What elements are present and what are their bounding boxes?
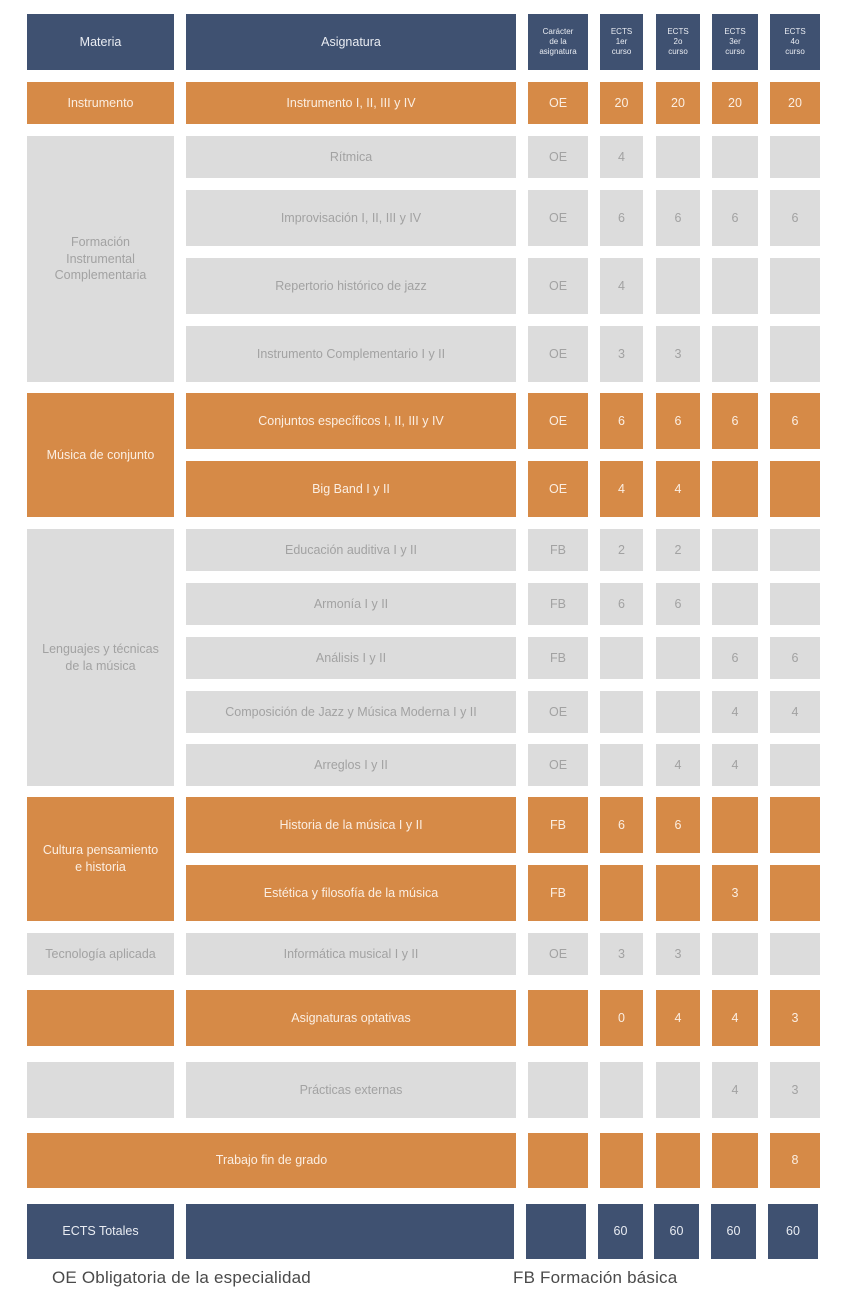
- ects-cell: 0: [600, 990, 643, 1046]
- ects-total-1: 60: [598, 1204, 643, 1259]
- materia-cell: Cultura pensamiento e historia: [27, 797, 174, 921]
- ects-cell: 3: [600, 326, 643, 382]
- header-caracter: Carácter de la asignatura: [528, 14, 588, 70]
- ects-cell: 6: [600, 190, 643, 246]
- ects-cell: 6: [712, 190, 758, 246]
- trabajo-fin-de-grado: Trabajo fin de grado: [27, 1133, 516, 1188]
- caracter-cell: FB: [528, 797, 588, 853]
- asignatura-cell: Arreglos I y II: [186, 744, 516, 786]
- legend-fb: FB Formación básica: [513, 1268, 678, 1287]
- ects-total-4: 60: [768, 1204, 818, 1259]
- caracter-cell: [528, 990, 588, 1046]
- asignatura-cell: Big Band I y II: [186, 461, 516, 517]
- ects-cell: 3: [770, 990, 820, 1046]
- ects-cell: 8: [770, 1133, 820, 1188]
- caracter-cell: [528, 1133, 588, 1188]
- ects-cell: 4: [712, 691, 758, 733]
- ects-cell: 4: [656, 990, 700, 1046]
- ects-cell: [656, 1133, 700, 1188]
- ects-cell: 6: [656, 797, 700, 853]
- caracter-cell: OE: [528, 691, 588, 733]
- ects-cell: [712, 933, 758, 975]
- ects-cell: [712, 797, 758, 853]
- ects-cell: 4: [712, 744, 758, 786]
- ects-cell: 3: [656, 933, 700, 975]
- ects-cell: [712, 258, 758, 314]
- ects-cell: 3: [712, 865, 758, 921]
- caracter-cell: FB: [528, 865, 588, 921]
- caracter-cell: FB: [528, 583, 588, 625]
- ects-cell: 20: [712, 82, 758, 124]
- header-asignatura: Asignatura: [186, 14, 516, 70]
- materia-cell: Lenguajes y técnicas de la música: [27, 529, 174, 786]
- ects-cell: 3: [770, 1062, 820, 1118]
- asignatura-cell: Improvisación I, II, III y IV: [186, 190, 516, 246]
- ects-cell: [656, 691, 700, 733]
- asignatura-cell: Composición de Jazz y Música Moderna I y II: [186, 691, 516, 733]
- caracter-cell: OE: [528, 190, 588, 246]
- ects-cell: [712, 326, 758, 382]
- asignatura-cell: Educación auditiva I y II: [186, 529, 516, 571]
- ects-cell: 6: [712, 637, 758, 679]
- ects-cell: 4: [712, 1062, 758, 1118]
- materia-cell: Formación Instrumental Complementaria: [27, 136, 174, 382]
- ects-total-2: 60: [654, 1204, 699, 1259]
- caracter-cell: OE: [528, 393, 588, 449]
- ects-cell: 20: [600, 82, 643, 124]
- ects-cell: 3: [600, 933, 643, 975]
- ects-cell: 2: [656, 529, 700, 571]
- asignatura-cell: Rítmica: [186, 136, 516, 178]
- header-ects-1: ECTS 1er curso: [600, 14, 643, 70]
- legend-oe: OE Obligatoria de la especialidad: [52, 1268, 311, 1287]
- materia-cell: [27, 990, 174, 1046]
- ects-cell: 6: [712, 393, 758, 449]
- ects-cell: [712, 529, 758, 571]
- ects-cell: 4: [656, 461, 700, 517]
- asignatura-cell: Informática musical I y II: [186, 933, 516, 975]
- ects-cell: [712, 461, 758, 517]
- ects-cell: [600, 744, 643, 786]
- header-ects-2: ECTS 2o curso: [656, 14, 700, 70]
- materia-cell: [27, 1062, 174, 1118]
- caracter-cell: [528, 1062, 588, 1118]
- ects-cell: [656, 258, 700, 314]
- asignatura-cell: Análisis I y II: [186, 637, 516, 679]
- ects-cell: 3: [656, 326, 700, 382]
- header-ects-4: ECTS 4o curso: [770, 14, 820, 70]
- ects-cell: [712, 583, 758, 625]
- asignatura-cell: Prácticas externas: [186, 1062, 516, 1118]
- totals-asignatura: [186, 1204, 514, 1259]
- ects-cell: 2: [600, 529, 643, 571]
- ects-cell: [600, 637, 643, 679]
- caracter-cell: OE: [528, 461, 588, 517]
- ects-cell: [770, 583, 820, 625]
- ects-cell: [770, 529, 820, 571]
- ects-total-3: 60: [711, 1204, 756, 1259]
- caracter-cell: FB: [528, 637, 588, 679]
- ects-cell: [656, 1062, 700, 1118]
- asignatura-cell: Historia de la música I y II: [186, 797, 516, 853]
- header-ects-3: ECTS 3er curso: [712, 14, 758, 70]
- ects-cell: 4: [600, 136, 643, 178]
- ects-cell: [656, 136, 700, 178]
- asignatura-cell: Estética y filosofía de la música: [186, 865, 516, 921]
- asignatura-cell: Conjuntos específicos I, II, III y IV: [186, 393, 516, 449]
- ects-cell: 6: [656, 393, 700, 449]
- caracter-cell: OE: [528, 933, 588, 975]
- materia-cell: Tecnología aplicada: [27, 933, 174, 975]
- ects-cell: 6: [600, 393, 643, 449]
- ects-cell: [712, 136, 758, 178]
- caracter-cell: OE: [528, 326, 588, 382]
- ects-cell: 4: [712, 990, 758, 1046]
- totals-caracter: [526, 1204, 586, 1259]
- caracter-cell: FB: [528, 529, 588, 571]
- ects-cell: [656, 637, 700, 679]
- ects-cell: 4: [600, 258, 643, 314]
- asignatura-cell: Asignaturas optativas: [186, 990, 516, 1046]
- ects-cell: 20: [770, 82, 820, 124]
- asignatura-cell: Repertorio histórico de jazz: [186, 258, 516, 314]
- ects-cell: 6: [770, 393, 820, 449]
- ects-cell: 4: [600, 461, 643, 517]
- materia-cell: Instrumento: [27, 82, 174, 124]
- header-materia: Materia: [27, 14, 174, 70]
- caracter-cell: OE: [528, 82, 588, 124]
- ects-cell: [600, 1133, 643, 1188]
- caracter-cell: OE: [528, 258, 588, 314]
- ects-cell: 20: [656, 82, 700, 124]
- ects-cell: [600, 691, 643, 733]
- asignatura-cell: Armonía I y II: [186, 583, 516, 625]
- ects-cell: [770, 461, 820, 517]
- asignatura-cell: Instrumento I, II, III y IV: [186, 82, 516, 124]
- ects-cell: 6: [600, 797, 643, 853]
- ects-cell: [770, 744, 820, 786]
- caracter-cell: OE: [528, 136, 588, 178]
- asignatura-cell: Instrumento Complementario I y II: [186, 326, 516, 382]
- ects-cell: [656, 865, 700, 921]
- caracter-cell: OE: [528, 744, 588, 786]
- ects-cell: [770, 797, 820, 853]
- ects-cell: 6: [770, 637, 820, 679]
- ects-cell: [770, 258, 820, 314]
- ects-cell: [770, 136, 820, 178]
- ects-cell: 6: [770, 190, 820, 246]
- ects-cell: [770, 326, 820, 382]
- materia-cell: Música de conjunto: [27, 393, 174, 517]
- ects-cell: [712, 1133, 758, 1188]
- ects-cell: 6: [600, 583, 643, 625]
- ects-cell: 6: [656, 190, 700, 246]
- ects-totales-label: ECTS Totales: [27, 1204, 174, 1259]
- ects-cell: 6: [656, 583, 700, 625]
- ects-cell: [600, 1062, 643, 1118]
- ects-cell: [600, 865, 643, 921]
- ects-cell: 4: [656, 744, 700, 786]
- ects-cell: [770, 933, 820, 975]
- ects-cell: 4: [770, 691, 820, 733]
- ects-cell: [770, 865, 820, 921]
